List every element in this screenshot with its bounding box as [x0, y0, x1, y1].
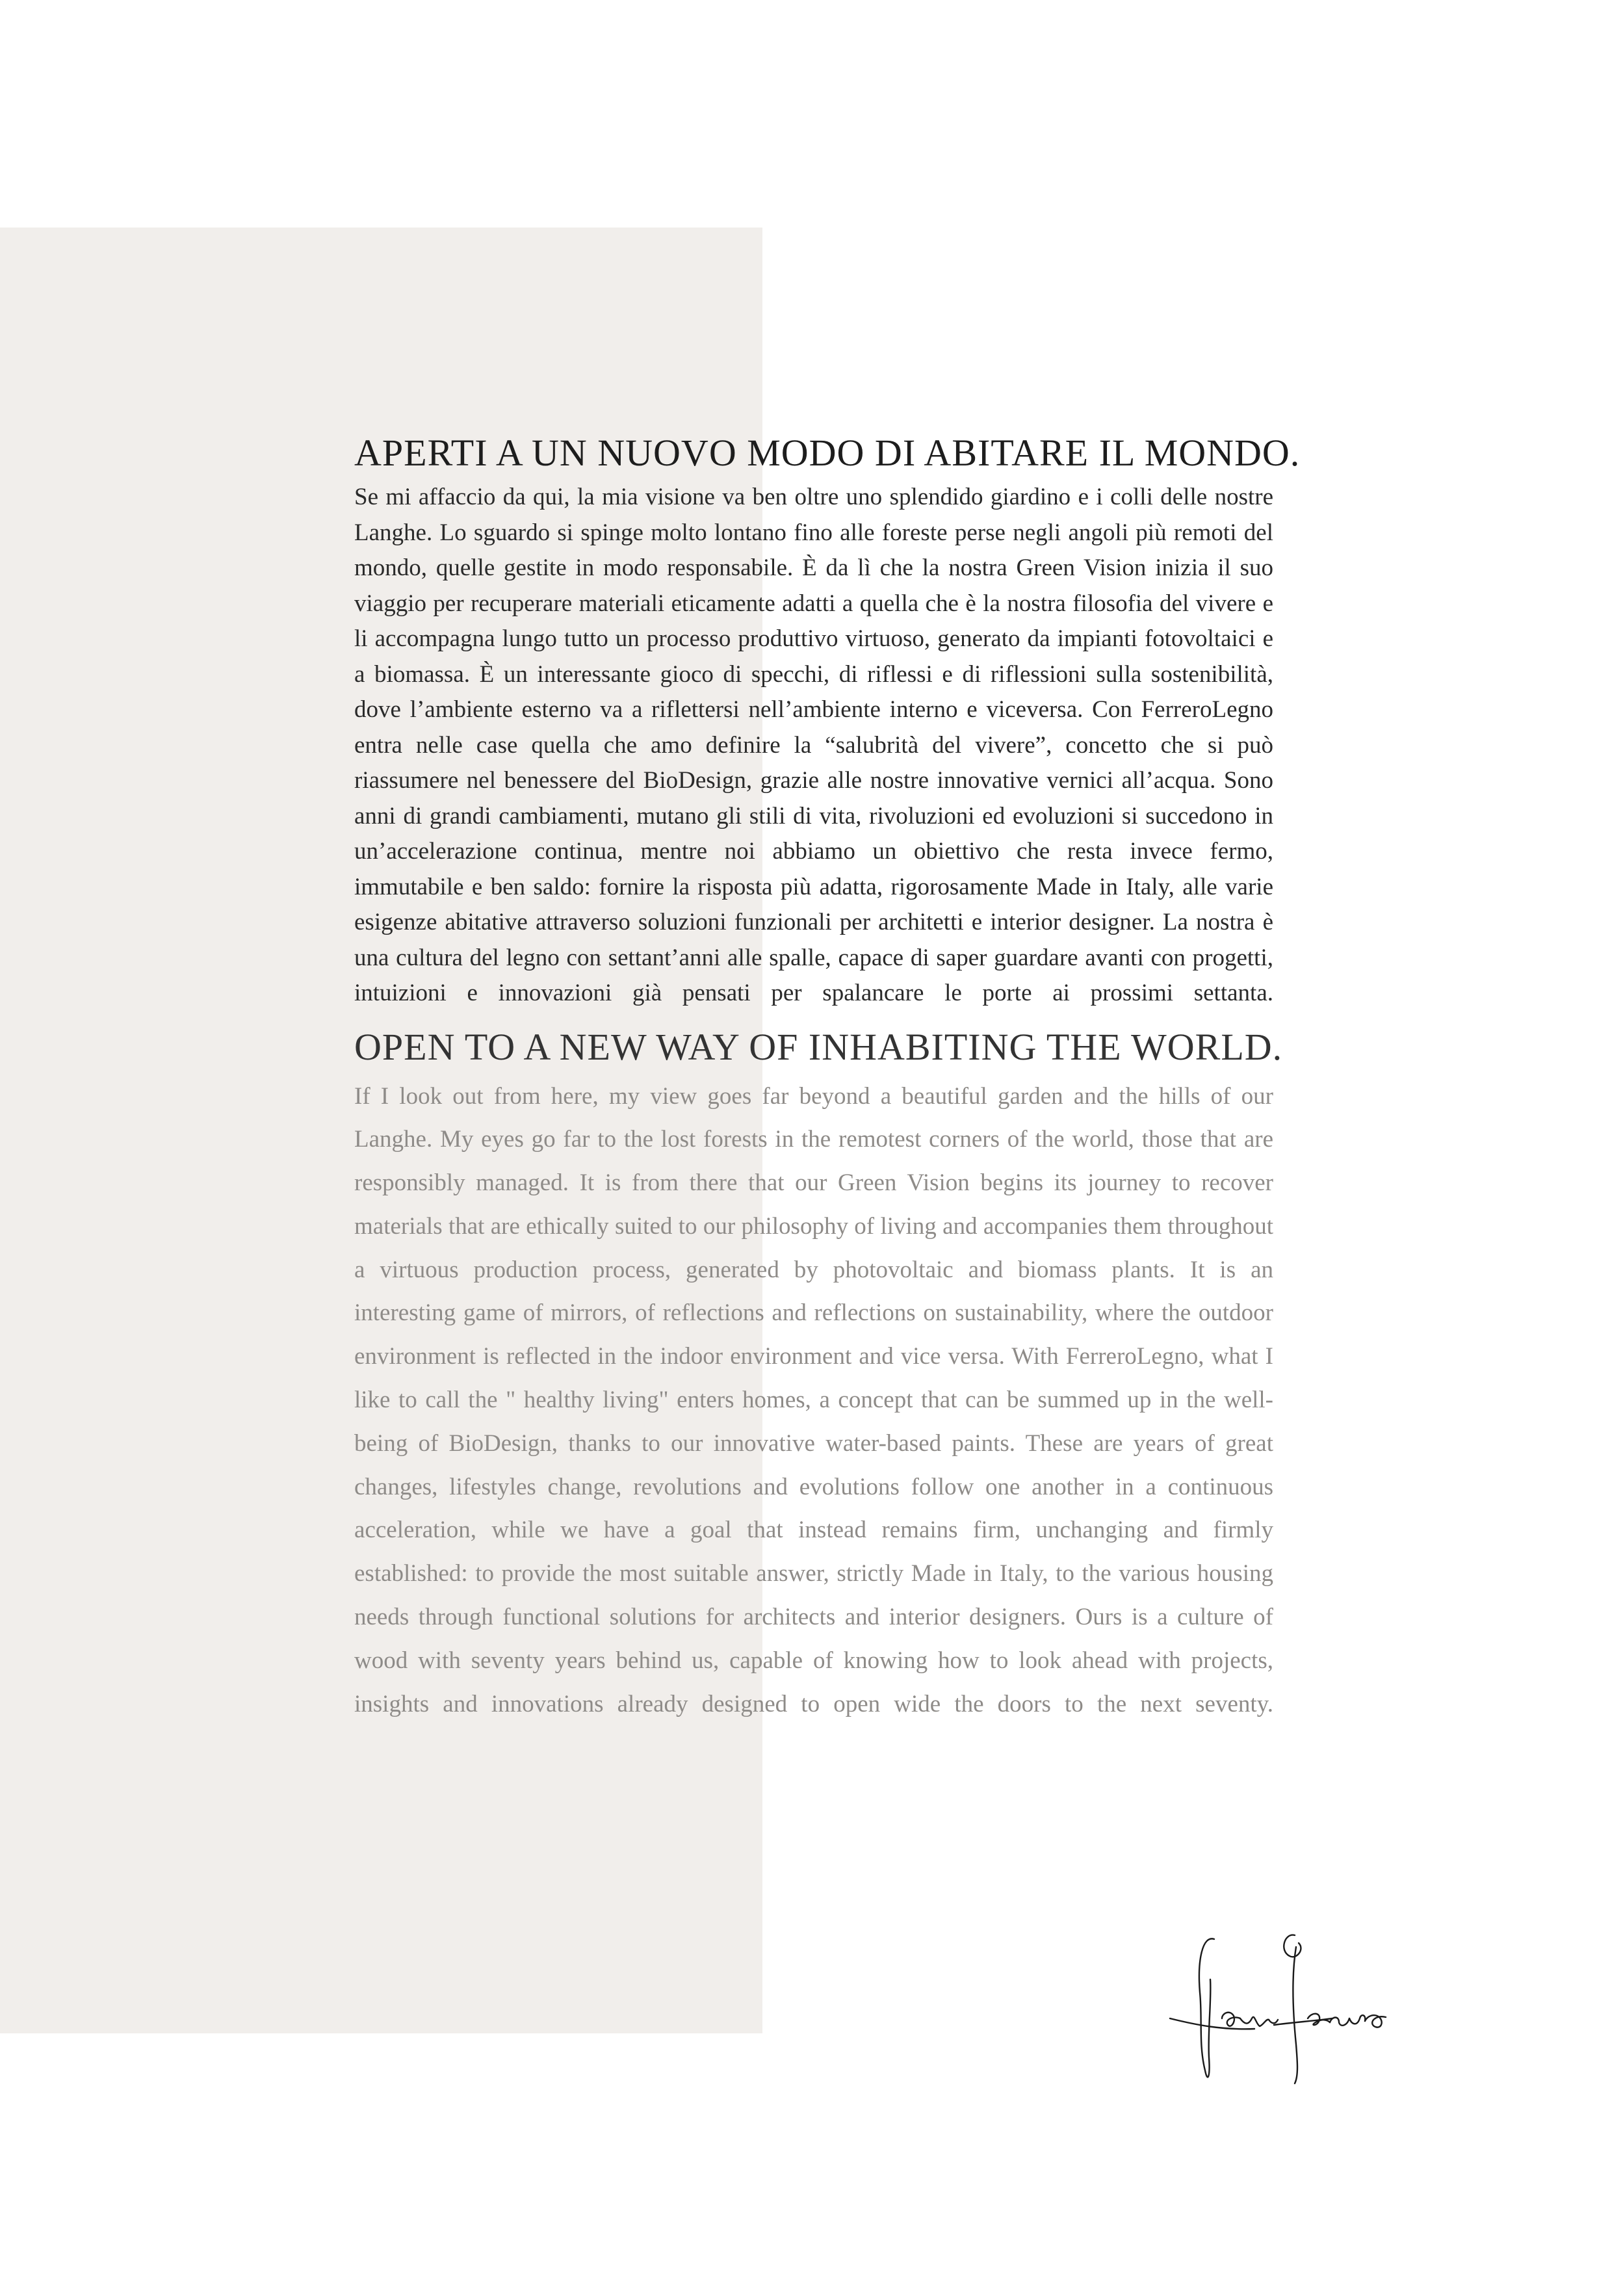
handwritten-signature-icon	[1157, 1921, 1430, 2096]
letter-content	[354, 430, 1301, 1726]
english-body: If I look out from here, my view goes far beyond a beautiful garden and the hills of our Langhe. My eyes go far to the lost forests in the remotest corners of the world, those that are responsibly managed. It is from there that our Green Vision begins its journey to recover materials that are ethically suited to our philosophy of living and accompanies them throughout a virtuous production process, generated by photovoltaic and biomass plants. It is an interesting game of mirrors, of reflections and reflections on sustainability, where the outdoor environment is reflected in the indoor environment and vice versa. With FerreroLegno, what I like to call the " healthy living" enters homes, a concept that can be summed up in the well-being of BioDesign, thanks to our innovative water-based paints. These are years of great changes, lifestyles change, revolutions and evolutions follow one another in a continuous acceleration, while we have a goal that instead remains firm, unchanging and firmly established: to provide the most suitable answer, strictly Made in Italy, to the various housing needs through functional solutions for architects and interior designers. Ours is a culture of wood with seventy years behind us, capable of knowing how to look ahead with projects, insights and innovations already designed to open wide the doors to the next seventy.	[354, 1082, 1273, 1717]
italian-heading: APERTI A UN NUOVO MODO DI ABITARE IL MONDO.	[354, 432, 1301, 474]
italian-body: Se mi affaccio da qui, la mia visione va ben oltre uno splendido giardino e i colli delle nostre Langhe. Lo sguardo si spinge molto lontano fino alle foreste perse negli angoli più remoti del mondo, quelle gestite in modo responsabile. È da lì che la nostra Green Vision inizia il suo viaggio per recuperare materiali eticamente adatti a quella che è la nostra filosofia del vivere e li accompagna lungo tutto un processo produttivo virtuoso, generato da impianti fotovoltaici e a biomassa. È un interessante gioco di specchi, di riflessi e di riflessioni sulla sostenibilità, dove l’ambiente esterno va a riflettersi nell’ambiente interno e viceversa. Con FerreroLegno entra nelle case quella che amo definire la “salubrità del vivere”, concetto che si può riassumere nel benessere del BioDesign, grazie alle nostre innovative vernici all’acqua. Sono anni di grandi cambiamenti, mutano gli stili di vita, rivoluzioni ed evoluzioni si succedono in un’accelerazione continua, mentre noi abbiamo un obiettivo che resta invece fermo, immutabile e ben saldo: fornire la risposta più adatta, rigorosamente Made in Italy, alle varie esigenze abitative attraverso soluzioni funzionali per architetti e interior designer. La nostra è una cultura del legno con settant’anni alle spalle, capace di saper guardare avanti con progetti, intuizioni e innovazioni già pensati per spalancare le porte ai prossimi settanta.	[354, 484, 1273, 1006]
english-heading: OPEN TO A NEW WAY OF INHABITING THE WORLD.	[354, 1025, 1283, 1068]
